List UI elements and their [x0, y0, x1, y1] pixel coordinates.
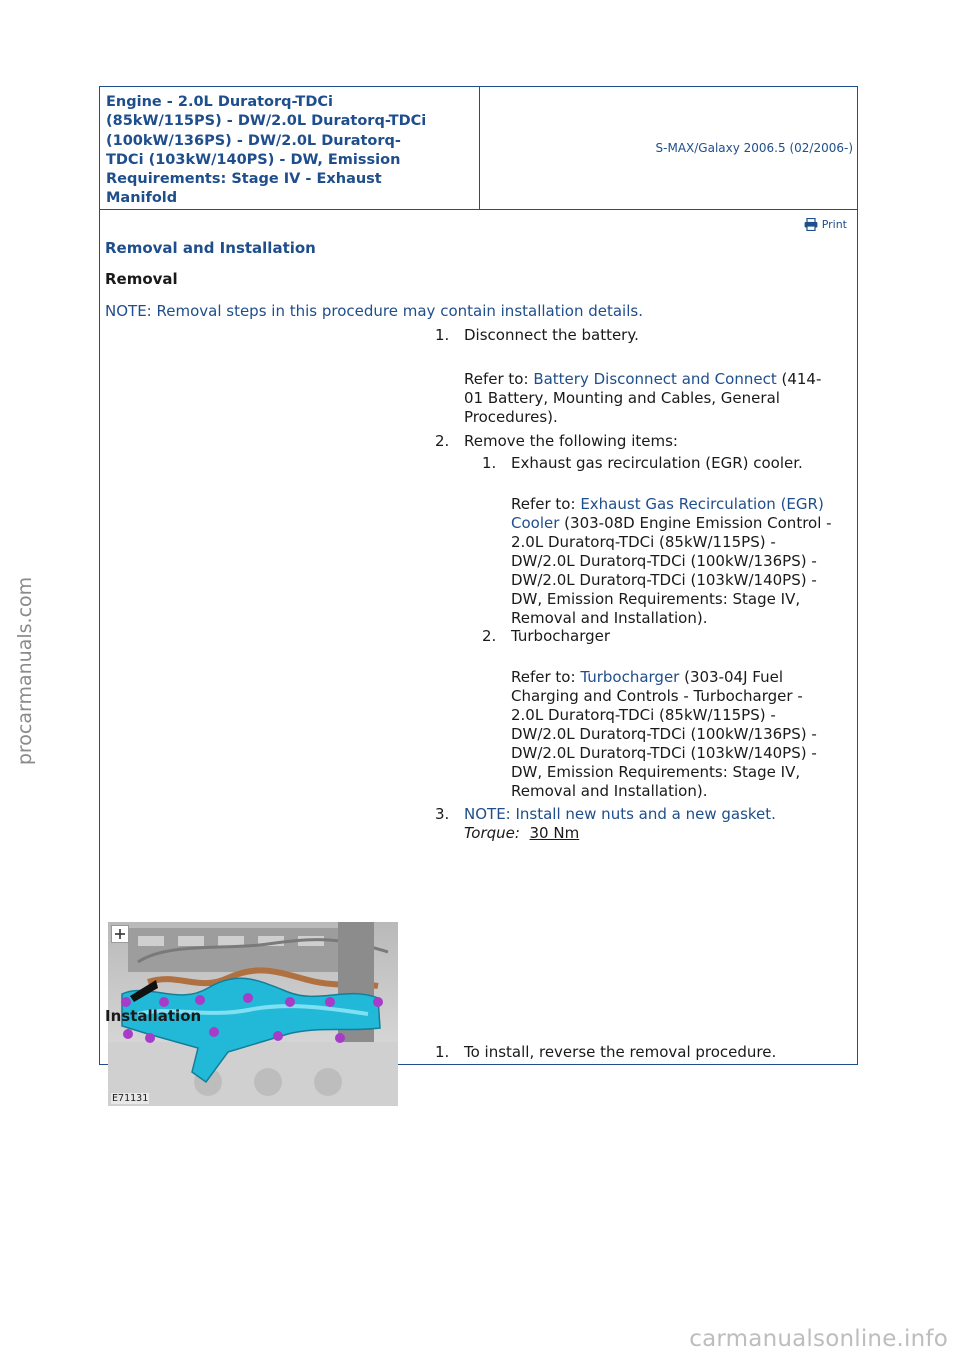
battery-disconnect-link[interactable]: Battery Disconnect and Connect: [533, 370, 777, 388]
document-header: [100, 87, 857, 210]
section-title: Removal and Installation: [105, 239, 316, 257]
removal-heading: Removal: [105, 270, 178, 288]
substep-1-number: 1.: [482, 454, 497, 472]
torque-spec: Torque: 30 Nm: [464, 824, 580, 842]
torque-value: 30 Nm: [529, 824, 580, 842]
substep-2-text: Turbocharger: [511, 627, 611, 645]
side-watermark: procarmanuals.com: [14, 576, 36, 766]
step-3-note: NOTE: Install new nuts and a new gasket.: [464, 805, 776, 823]
step-3-number: 3.: [435, 805, 450, 823]
step-1-reference: Refer to: Battery Disconnect and Connect (414- 01 Battery, Mounting and Cables, General Procedures).: [464, 370, 822, 426]
install-step-1-text: To install, reverse the removal procedure.: [464, 1043, 777, 1061]
procedure-document: [99, 86, 858, 1104]
substep-2-reference: Refer to: Turbocharger (303-04J Fuel Charging and Controls - Turbocharger - 2.0L Duratorq-TDCi (85kW/115PS) - DW/2.0L Duratorq-TDCi (100kW/136PS) - DW/2.0L Duratorq-TDCi (103kW/140PS) - DW, Emission Requirements: Stage IV, Removal and Installation).: [511, 668, 817, 800]
egr-cooler-link[interactable]: Exhaust Gas Recirculation (EGR): [580, 495, 824, 513]
step-1-text: Disconnect the battery.: [464, 326, 639, 344]
removal-note: NOTE: Removal steps in this procedure may contain installation details.: [105, 302, 643, 320]
print-link[interactable]: Print: [804, 218, 847, 231]
substep-1-reference: Refer to: Exhaust Gas Recirculation (EGR) Cooler (303-08D Engine Emission Control - 2.0L Duratorq-TDCi (85kW/115PS) - DW/2.0L Duratorq-TDCi (100kW/136PS) - DW/2.0L Duratorq-TDCi (103kW/140PS) - DW, Emission Requirements: Stage IV, Removal and Installation).: [511, 495, 832, 627]
step-2-text: Remove the following items:: [464, 432, 678, 450]
substep-2-number: 2.: [482, 627, 497, 645]
document-title: Engine - 2.0L Duratorq-TDCi (85kW/115PS) - DW/2.0L Duratorq-TDCi (100kW/136PS) - DW/2.0L Duratorq- TDCi (103kW/140PS) - DW, Emission Requirements: Stage IV - Exhaust Manifold: [100, 87, 480, 209]
zoom-icon[interactable]: [111, 925, 129, 943]
egr-cooler-link-cont[interactable]: Cooler: [511, 514, 560, 532]
vehicle-model: S-MAX/Galaxy 2006.5 (02/2006-): [655, 141, 853, 155]
printer-icon: [804, 218, 818, 231]
turbocharger-link[interactable]: Turbocharger: [580, 668, 680, 686]
figure-label: E71131: [112, 1093, 149, 1104]
step-2-number: 2.: [435, 432, 450, 450]
bottom-watermark: carmanualsonline.info: [689, 1326, 948, 1352]
installation-heading: Installation: [105, 1007, 202, 1025]
substep-1-text: Exhaust gas recirculation (EGR) cooler.: [511, 454, 803, 472]
step-1-number: 1.: [435, 326, 450, 344]
install-step-1-number: 1.: [435, 1043, 450, 1061]
document-body: [100, 210, 857, 1104]
